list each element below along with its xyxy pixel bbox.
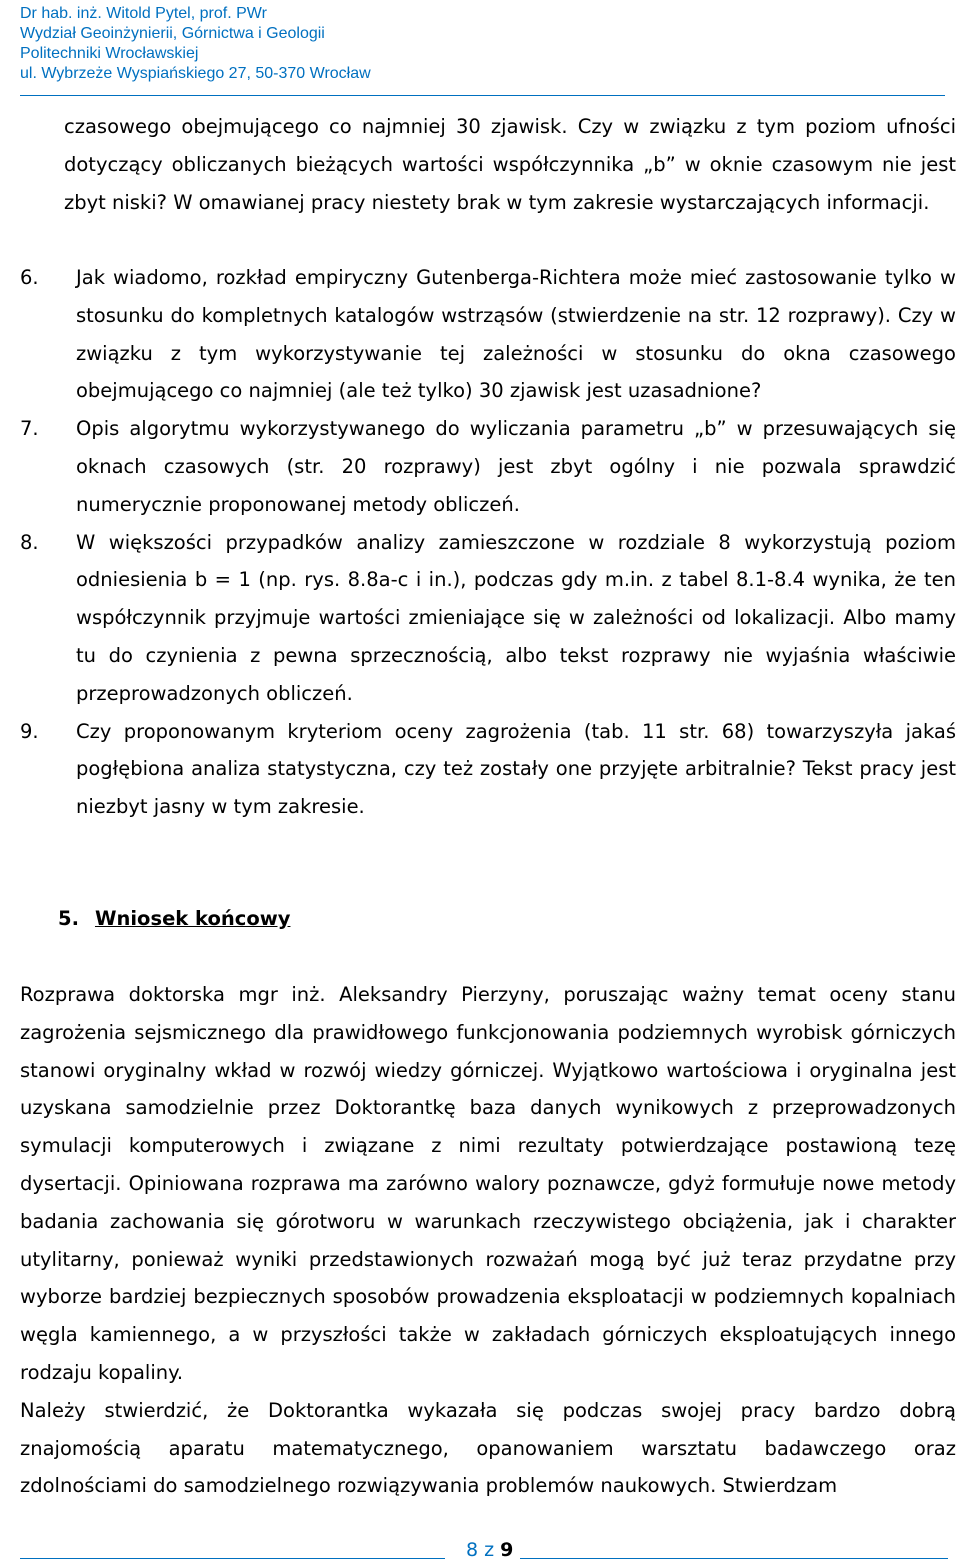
page-footer	[20, 1536, 948, 1566]
conclusion-paragraph: Należy stwierdzić, że Doktorantka wykazała się podczas swojej pracy bardzo dobrą znajomością aparatu matematycznego, opanowaniem warsztatu badawczego oraz zdolnościami do samodzielnego rozwiązywania problemów naukowych. Stwierdzam	[20, 1398, 956, 1498]
list-item-number: 7.	[20, 417, 39, 441]
letterhead	[20, 4, 371, 84]
conclusion-body	[20, 976, 956, 1505]
continuation-paragraph: czasowego obejmującego co najmniej 30 zjawisk. Czy w związku z tym poziom ufności dotyczący obliczanych bieżących wartości współczynnika „b” w oknie czasowym nie jest zbyt niski? W omawianej pracy niestety brak w tym zakresie wystarczających informacji.	[64, 115, 956, 214]
list-item-number: 9.	[20, 719, 39, 743]
list-item	[20, 259, 956, 410]
letterhead-address: ul. Wybrzeże Wyspiańskiego 27, 50-370 Wrocław	[20, 65, 371, 82]
list-item-number: 8.	[20, 530, 39, 554]
header-divider	[20, 95, 945, 96]
page-number	[466, 1538, 513, 1562]
list-item	[20, 713, 956, 826]
footer-divider-right	[520, 1558, 948, 1559]
section-title: Wniosek końcowy	[94, 907, 291, 930]
letterhead-university: Politechniki Wrocławskiej	[20, 45, 199, 62]
list-item	[20, 524, 956, 713]
list-item-text: W większości przypadków analizy zamieszczone w rozdziale 8 wykorzystują poziom odniesienia b = 1 (np. rys. 8.8a-c i in.), podczas gdy m.in. z tabel 8.1-8.4 wynika, że ten współczynnik przyjmuje wartości zmieniające się w zależności od lokalizacji. Albo mamy tu do czynienia z pewna sprzecznością, albo tekst rozprawy nie wyjaśnia właściwie przeprowadzonych obliczeń.	[76, 530, 956, 705]
list-item	[20, 410, 956, 523]
letterhead-faculty: Wydział Geoinżynierii, Górnictwa i Geologii	[20, 25, 325, 42]
letterhead-author: Dr hab. inż. Witold Pytel, prof. PWr	[20, 5, 267, 22]
list-item-number: 6.	[20, 266, 39, 289]
page-total: 9	[500, 1539, 514, 1561]
footer-divider-left	[20, 1558, 445, 1559]
list-item-text: Jak wiadomo, rozkład empiryczny Gutenberga-Richtera może mieć zastosowanie tylko w stosunku do kompletnych katalogów wstrząsów (stwierdzenie na str. 12 rozprawy). Czy w związku z tym wykorzystywanie tej zależności w stosunku do okna czasowego obejmującego co najmniej (ale też tylko) 30 zjawisk jest uzasadnione?	[76, 266, 956, 403]
page-separator: z	[484, 1539, 495, 1561]
list-item-text: Opis algorytmu wykorzystywanego do wyliczania parametru „b” w przesuwających się oknach czasowych (str. 20 rozprawy) jest zbyt ogólny i nie pozwala sprawdzić numerycznie proponowanej metody obliczeń.	[76, 417, 956, 516]
page-current: 8	[466, 1539, 479, 1561]
review-remarks-list	[20, 259, 956, 826]
section-heading	[58, 900, 290, 938]
section-number: 5.	[58, 907, 79, 930]
list-item-text: Czy proponowanym kryteriom oceny zagrożenia (tab. 11 str. 68) towarzyszyła jakaś pogłębiona analiza statystyczna, czy też zostały one przyjęte arbitralnie? Tekst pracy jest niezbyt jasny w tym zakresie.	[76, 719, 956, 819]
conclusion-paragraph: Rozprawa doktorska mgr inż. Aleksandry Pierzyny, poruszając ważny temat oceny stanu zagrożenia sejsmicznego dla prawidłowego funkcjonowania podziemnych wyrobisk górniczych stanowi oryginalny wkład w rozwój wiedzy górniczej. Wyjątkowo wartościowa i oryginalna jest uzyskana samodzielnie przez Doktorantkę baza danych wynikowych z przeprowadzonych symulacji komputerowych i związane z nimi rezultaty potwierdzające postawioną tezę dysertacji. Opiniowana rozprawa ma zarówno walory poznawcze, gdyż formułuje nowe metody badania zachowania się górotworu w warunkach rzeczywistego obciążenia, jak i charakter utylitarny, ponieważ wyniki przedstawionych rozważań mogą być już teraz przydatne przy wyborze bardziej bezpiecznych sposobów prowadzenia eksploatacji w podziemnych kopalniach węgla kamiennego, a w przyszłości także w zakładach górniczych eksploatujących innego rodzaju kopaliny.	[20, 983, 956, 1384]
